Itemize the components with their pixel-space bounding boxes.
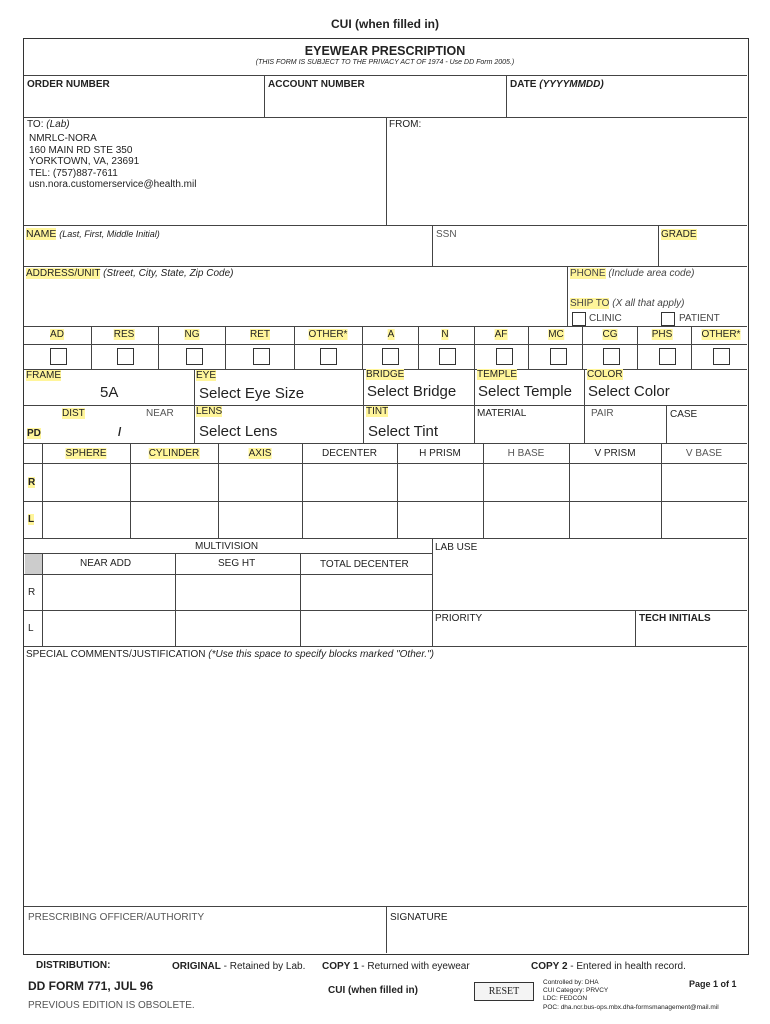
rx-header-cylinder: CYLINDER xyxy=(148,448,200,459)
dist-label: DIST xyxy=(62,408,85,419)
near-add-r-field[interactable] xyxy=(44,576,173,608)
tint-select[interactable]: Select Tint xyxy=(368,423,439,440)
frame-label: FRAME xyxy=(26,370,61,381)
reset-button[interactable]: RESET xyxy=(474,982,534,1001)
rx-r-h-base-field[interactable] xyxy=(485,465,567,499)
rx-header-h-prism: H PRISM xyxy=(419,448,461,459)
category-label-ad-0: AD xyxy=(50,329,64,340)
total-decenter-r-field[interactable] xyxy=(302,576,430,608)
category-checkbox-8[interactable] xyxy=(550,348,567,365)
bridge-select[interactable]: Select Bridge xyxy=(367,383,457,400)
cui-bottom: CUI (when filled in) xyxy=(328,985,418,996)
case-field[interactable] xyxy=(668,422,745,440)
form-title: EYEWEAR PRESCRIPTION xyxy=(304,44,466,58)
category-divider xyxy=(528,326,529,370)
clinic-label: CLINIC xyxy=(589,313,622,324)
rx-r-v-base-field[interactable] xyxy=(663,465,745,499)
material-field[interactable] xyxy=(477,422,581,440)
signature-label: SIGNATURE xyxy=(390,912,448,923)
rx-l-cylinder-field[interactable] xyxy=(132,503,216,537)
category-label-other-11: OTHER* xyxy=(701,329,741,340)
lab-use-label: LAB USE xyxy=(435,542,478,553)
to-label: TO: (Lab) xyxy=(27,119,70,130)
category-label-mc-8: MC xyxy=(548,329,564,340)
category-divider xyxy=(362,326,363,370)
comments-field[interactable] xyxy=(26,664,744,902)
case-label: CASE xyxy=(670,409,698,420)
pair-label: PAIR xyxy=(591,408,614,419)
material-label: MATERIAL xyxy=(477,408,527,419)
lab-street: 160 MAIN RD STE 350 xyxy=(29,144,133,156)
category-divider xyxy=(637,326,638,370)
category-divider xyxy=(294,326,295,370)
multivision-title: MULTIVISION xyxy=(195,541,259,552)
tech-initials-label: TECH INITIALS xyxy=(639,613,711,624)
category-checkbox-9[interactable] xyxy=(603,348,620,365)
order-number-field[interactable] xyxy=(25,92,263,116)
form-number: DD FORM 771, JUL 96 xyxy=(28,979,154,993)
category-checkbox-10[interactable] xyxy=(659,348,676,365)
seg-ht-l-field[interactable] xyxy=(177,612,298,644)
category-checkbox-1[interactable] xyxy=(117,348,134,365)
signature-field[interactable] xyxy=(388,926,744,950)
category-checkbox-4[interactable] xyxy=(320,348,337,365)
color-label: COLOR xyxy=(587,369,623,380)
rx-l-v-prism-field[interactable] xyxy=(571,503,659,537)
pd-dist-field[interactable] xyxy=(50,422,110,440)
category-divider xyxy=(91,326,92,370)
rx-r-decenter-field[interactable] xyxy=(304,465,395,499)
pd-label: PD xyxy=(27,428,41,439)
officer-label: PRESCRIBING OFFICER/AUTHORITY xyxy=(28,912,205,923)
officer-field[interactable] xyxy=(26,926,384,950)
near-label: NEAR xyxy=(146,408,174,419)
rx-l-h-prism-field[interactable] xyxy=(399,503,481,537)
category-divider xyxy=(158,326,159,370)
category-label-a-5: A xyxy=(387,329,395,340)
lens-label: LENS xyxy=(196,406,223,417)
ssn-label: SSN xyxy=(436,229,457,240)
ssn-field[interactable] xyxy=(434,242,656,264)
rx-r-cylinder-field[interactable] xyxy=(132,465,216,499)
rx-r-label: R xyxy=(28,477,36,488)
rx-divider xyxy=(130,443,131,538)
frame-value[interactable]: 5A xyxy=(100,384,119,401)
controlled-by: Controlled by: DHA xyxy=(543,979,599,986)
rx-l-axis-field[interactable] xyxy=(220,503,300,537)
lab-tel: TEL: (757)887-7611 xyxy=(29,167,118,179)
category-label-phs-10: PHS xyxy=(651,329,673,340)
lab-name: NMRLC-NORA xyxy=(29,133,97,144)
seg-ht-r-field[interactable] xyxy=(177,576,298,608)
distribution-original: ORIGINAL - Retained by Lab. xyxy=(172,961,306,972)
rx-r-axis-field[interactable] xyxy=(220,465,300,499)
lab-city: YORKTOWN, VA, 23691 xyxy=(29,156,140,167)
rx-header-v-base: V BASE xyxy=(685,448,723,459)
bridge-label: BRIDGE xyxy=(366,369,405,380)
temple-select[interactable]: Select Temple xyxy=(478,383,572,400)
rx-divider xyxy=(661,443,662,538)
name-label: NAME (Last, First, Middle Initial) xyxy=(26,228,160,240)
category-checkbox-0[interactable] xyxy=(50,348,67,365)
patient-label: PATIENT xyxy=(679,313,720,324)
category-divider xyxy=(225,326,226,370)
distribution-label: DISTRIBUTION: xyxy=(36,960,111,971)
rx-header-sphere: SPHERE xyxy=(65,448,107,459)
rx-l-sphere-field[interactable] xyxy=(44,503,128,537)
comments-label: SPECIAL COMMENTS/JUSTIFICATION (*Use this space to specify blocks marked "Other.") xyxy=(26,649,434,660)
privacy-note: (THIS FORM IS SUBJECT TO THE PRIVACY ACT OF 1974 - Use DD Form 2005.) xyxy=(255,59,515,66)
rx-r-h-prism-field[interactable] xyxy=(399,465,481,499)
distribution-copy1: COPY 1 - Returned with eyewear xyxy=(322,961,470,972)
pd-near-field[interactable] xyxy=(128,422,188,440)
clinic-checkbox[interactable] xyxy=(572,312,586,326)
from-label: FROM: xyxy=(389,119,422,130)
ship-to-label: SHIP TO (X all that apply) xyxy=(570,298,685,309)
account-number-field[interactable] xyxy=(266,92,504,116)
distribution-copy2: COPY 2 - Entered in health record. xyxy=(531,961,686,972)
pd-slash: / xyxy=(118,425,122,439)
priority-label: PRIORITY xyxy=(435,613,483,624)
order-number-label: ORDER NUMBER xyxy=(27,79,110,90)
grade-field[interactable] xyxy=(660,242,746,264)
rx-divider xyxy=(302,443,303,538)
phone-field[interactable] xyxy=(570,281,745,295)
category-label-n-6: N xyxy=(441,329,449,340)
patient-checkbox[interactable] xyxy=(661,312,675,326)
category-label-ret-3: RET xyxy=(250,329,270,340)
category-label-res-1: RES xyxy=(113,329,135,340)
from-field[interactable] xyxy=(388,132,745,222)
eye-label: EYE xyxy=(196,370,217,381)
eye-size-select[interactable]: Select Eye Size xyxy=(199,385,305,402)
rx-l-decenter-field[interactable] xyxy=(304,503,395,537)
rx-header-v-prism: V PRISM xyxy=(594,448,636,459)
rx-divider xyxy=(483,443,484,538)
multi-r-label: R xyxy=(28,587,36,598)
address-field[interactable] xyxy=(25,282,565,324)
rx-l-label: L xyxy=(28,514,35,525)
category-checkbox-3[interactable] xyxy=(253,348,270,365)
poc: POC: dha.ncr.bus-ops.mbx.dha-formsmanagement@mail.mil xyxy=(543,1003,719,1011)
previous-edition-note: PREVIOUS EDITION IS OBSOLETE. xyxy=(28,1000,195,1011)
multivision-shade xyxy=(25,554,42,574)
rx-divider xyxy=(218,443,219,538)
ldc: LDC: FEDCON xyxy=(543,995,588,1003)
tint-label: TINT xyxy=(366,406,389,417)
rx-header-axis: AXIS xyxy=(248,448,272,459)
color-select[interactable]: Select Color xyxy=(588,383,670,400)
category-label-cg-9: CG xyxy=(602,329,618,340)
name-field[interactable] xyxy=(25,242,430,264)
total-decenter-l-field[interactable] xyxy=(302,612,430,644)
temple-label: TEMPLE xyxy=(477,369,518,380)
account-number-label: ACCOUNT NUMBER xyxy=(268,79,365,90)
rx-divider xyxy=(397,443,398,538)
rx-r-sphere-field[interactable] xyxy=(44,465,128,499)
lens-select[interactable]: Select Lens xyxy=(199,423,278,440)
category-checkbox-11[interactable] xyxy=(713,348,730,365)
category-checkbox-5[interactable] xyxy=(382,348,399,365)
rx-l-h-base-field[interactable] xyxy=(485,503,567,537)
category-label-other-4: OTHER* xyxy=(308,329,348,340)
category-divider xyxy=(582,326,583,370)
rx-divider xyxy=(569,443,570,538)
lab-email: usn.nora.customerservice@health.mil xyxy=(29,179,197,190)
multi-l-label: L xyxy=(28,623,34,634)
category-checkbox-7[interactable] xyxy=(496,348,513,365)
category-label-ng-2: NG xyxy=(184,329,200,340)
category-checkbox-2[interactable] xyxy=(186,348,203,365)
cui-top: CUI (when filled in) xyxy=(331,17,439,31)
address-label: ADDRESS/UNIT (Street, City, State, Zip Code) xyxy=(26,268,234,279)
pair-field[interactable] xyxy=(587,422,664,440)
near-add-l-field[interactable] xyxy=(44,612,173,644)
category-divider xyxy=(691,326,692,370)
rx-header-h-base: H BASE xyxy=(507,448,545,459)
rx-header-decenter: DECENTER xyxy=(321,448,378,459)
date-label: DATE (YYYYMMDD) xyxy=(510,79,604,90)
near-add-label: NEAR ADD xyxy=(80,558,132,569)
rx-l-v-base-field[interactable] xyxy=(663,503,745,537)
rx-r-v-prism-field[interactable] xyxy=(571,465,659,499)
total-decenter-label: TOTAL DECENTER xyxy=(320,559,409,570)
seg-ht-label: SEG HT xyxy=(218,558,256,569)
date-field[interactable] xyxy=(508,92,746,116)
page-number: Page 1 of 1 xyxy=(689,979,737,989)
cui-category: CUI Category: PRVCY xyxy=(543,987,609,995)
category-label-af-7: AF xyxy=(494,329,508,340)
category-checkbox-6[interactable] xyxy=(439,348,456,365)
category-divider xyxy=(418,326,419,370)
category-divider xyxy=(474,326,475,370)
lab-address xyxy=(29,133,196,191)
phone-label: PHONE (Include area code) xyxy=(570,268,695,279)
grade-label: GRADE xyxy=(661,229,697,240)
